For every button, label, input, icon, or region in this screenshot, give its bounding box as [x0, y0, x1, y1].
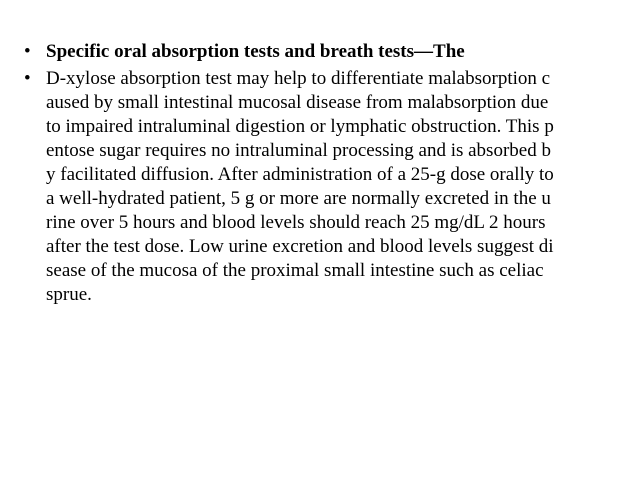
text-line: y facilitated diffusion. After administration of a 25-g dose orally to — [46, 164, 554, 185]
bullet-body-text — [46, 67, 624, 307]
text-line: entose sugar requires no intraluminal processing and is absorbed b — [46, 140, 551, 161]
bullet-heading-text — [46, 40, 624, 64]
text-line: to impaired intraluminal digestion or lymphatic obstruction. This p — [46, 116, 554, 137]
bullet-item-heading — [24, 40, 624, 64]
text-line: sprue. — [46, 284, 92, 305]
text-line: Specific oral absorption tests and breath tests—The — [46, 41, 465, 62]
text-line: rine over 5 hours and blood levels should reach 25 mg/dL 2 hours — [46, 212, 546, 233]
bullet-marker: • — [24, 68, 31, 89]
text-line: aused by small intestinal mucosal disease from malabsorption due — [46, 92, 549, 113]
text-line: a well-hydrated patient, 5 g or more are normally excreted in the u — [46, 188, 551, 209]
bullet-marker: • — [24, 41, 31, 62]
text-line: D-xylose absorption test may help to differentiate malabsorption c — [46, 68, 551, 89]
text-line: after the test dose. Low urine excretion and blood levels suggest di — [46, 236, 554, 257]
text-line: sease of the mucosa of the proximal small intestine such as celiac — [46, 260, 544, 281]
bullet-list — [24, 40, 624, 310]
bullet-item-body — [24, 67, 624, 307]
